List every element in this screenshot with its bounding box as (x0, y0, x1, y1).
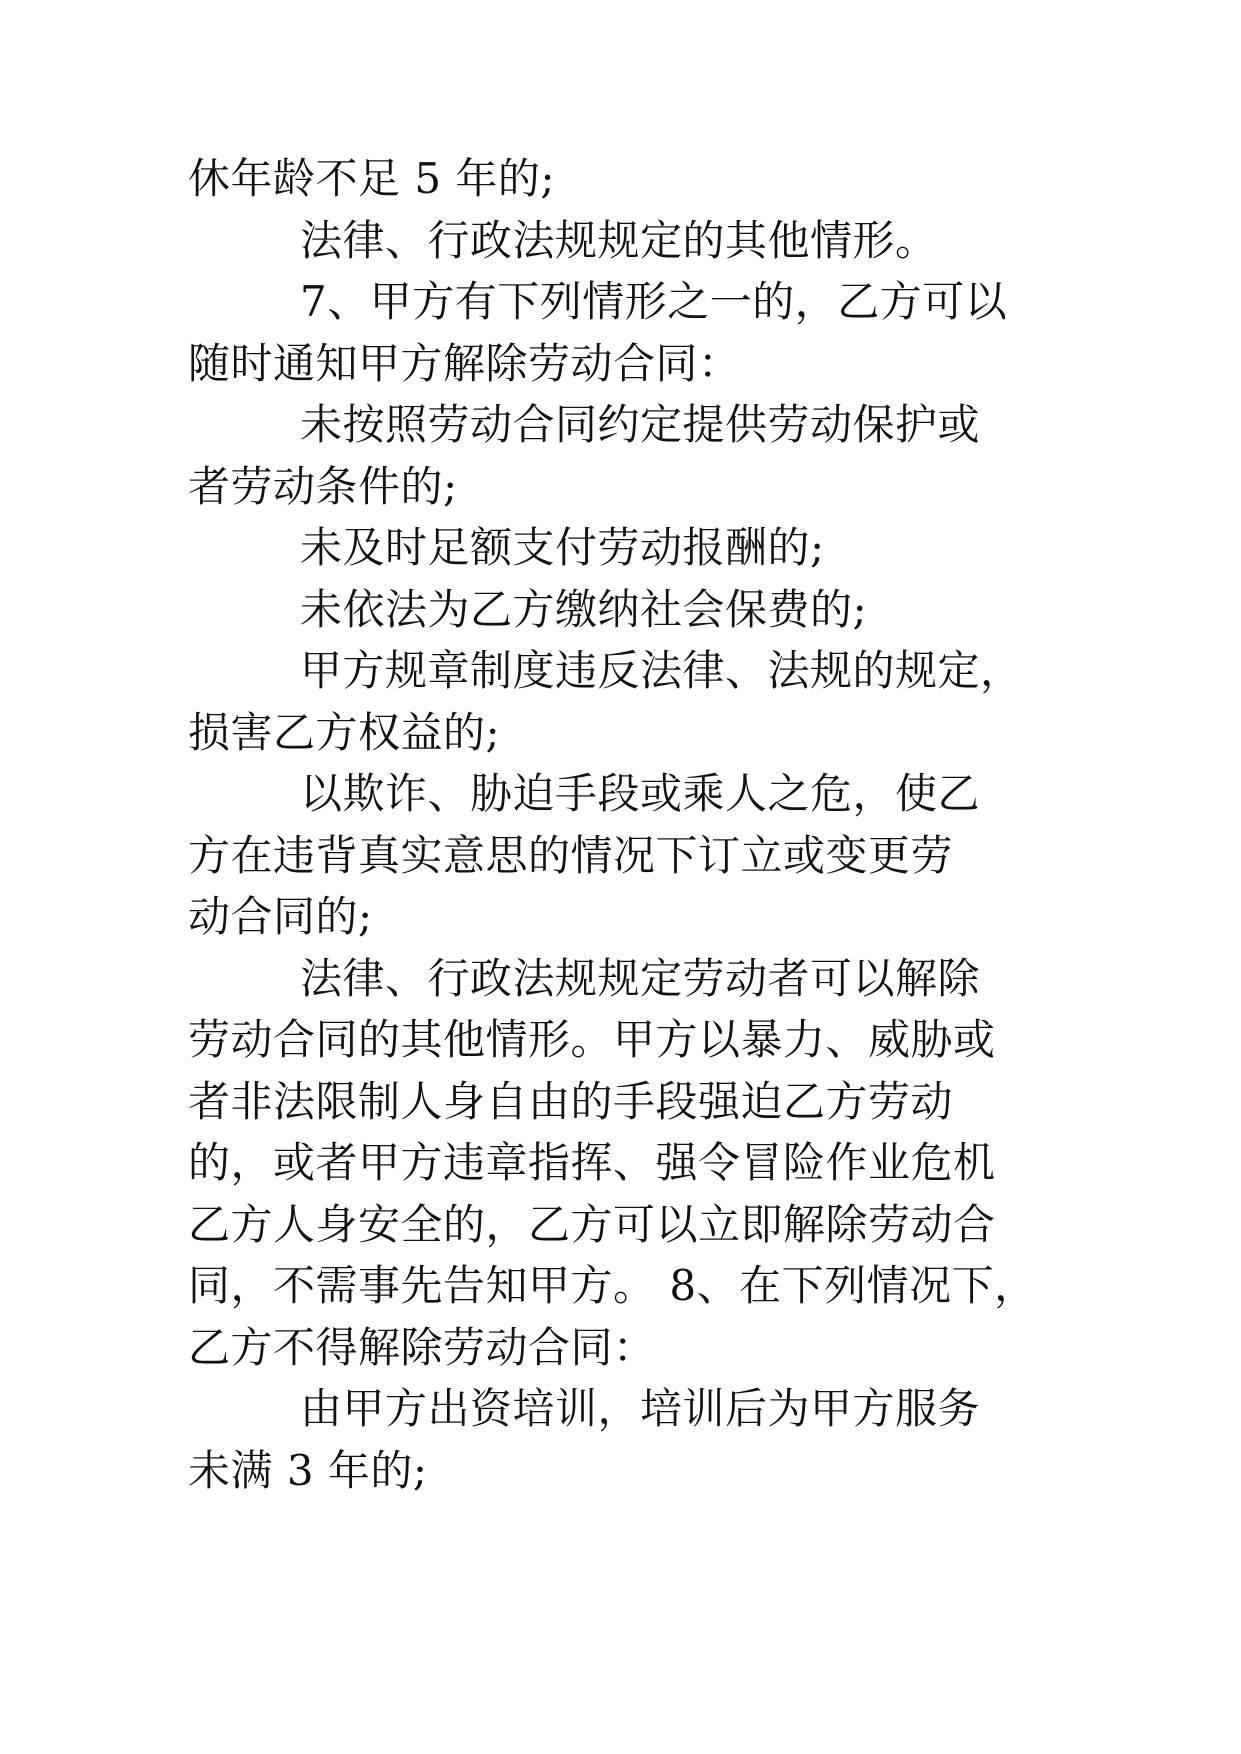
text-line: 休年龄不足 5 年的; (188, 154, 556, 203)
text-line: 同，不需事先告知甲方。 8、在下列情况下， (188, 1261, 1037, 1310)
text-line: 随时通知甲方解除劳动合同： (188, 338, 741, 388)
text-line: 的，或者甲方违章指挥、强令冒险作业危机 (188, 1138, 996, 1187)
text-line: 劳动合同的其他情形。甲方以暴力、威胁或 (188, 1015, 996, 1064)
text-line: 法律、行政法规规定劳动者可以解除 (300, 953, 981, 1003)
text-line: 乙方人身安全的，乙方可以立即解除劳动合 (188, 1199, 996, 1249)
text-line: 未及时足额支付劳动报酬的; (300, 523, 825, 572)
text-line: 以欺诈、胁迫手段或乘人之危，使乙 (300, 769, 981, 818)
text-line: 未依法为乙方缴纳社会保费的; (300, 584, 868, 634)
text-line: 损害乙方权益的; (188, 707, 501, 757)
document-body (188, 148, 1088, 1501)
text-line: 由甲方出资培训，培训后为甲方服务 (300, 1384, 981, 1433)
text-line: 未按照劳动合同约定提供劳动保护或 (300, 400, 981, 449)
text-line: 甲方规章制度违反法律、法规的规定， (300, 646, 1023, 695)
text-line: 方在违背真实意思的情况下订立或变更劳 (188, 830, 954, 880)
text-line: 动合同的; (188, 892, 373, 941)
text-line: 者非法限制人身自由的手段强迫乙方劳动 (188, 1076, 954, 1126)
text-line: 7、甲方有下列情形之一的，乙方可以 (300, 277, 1008, 326)
text-line: 乙方不得解除劳动合同： (188, 1322, 656, 1372)
text-line: 未满 3 年的; (188, 1445, 428, 1495)
text-line: 者劳动条件的; (188, 461, 458, 511)
text-line: 法律、行政法规规定的其他情形。 (300, 215, 938, 265)
